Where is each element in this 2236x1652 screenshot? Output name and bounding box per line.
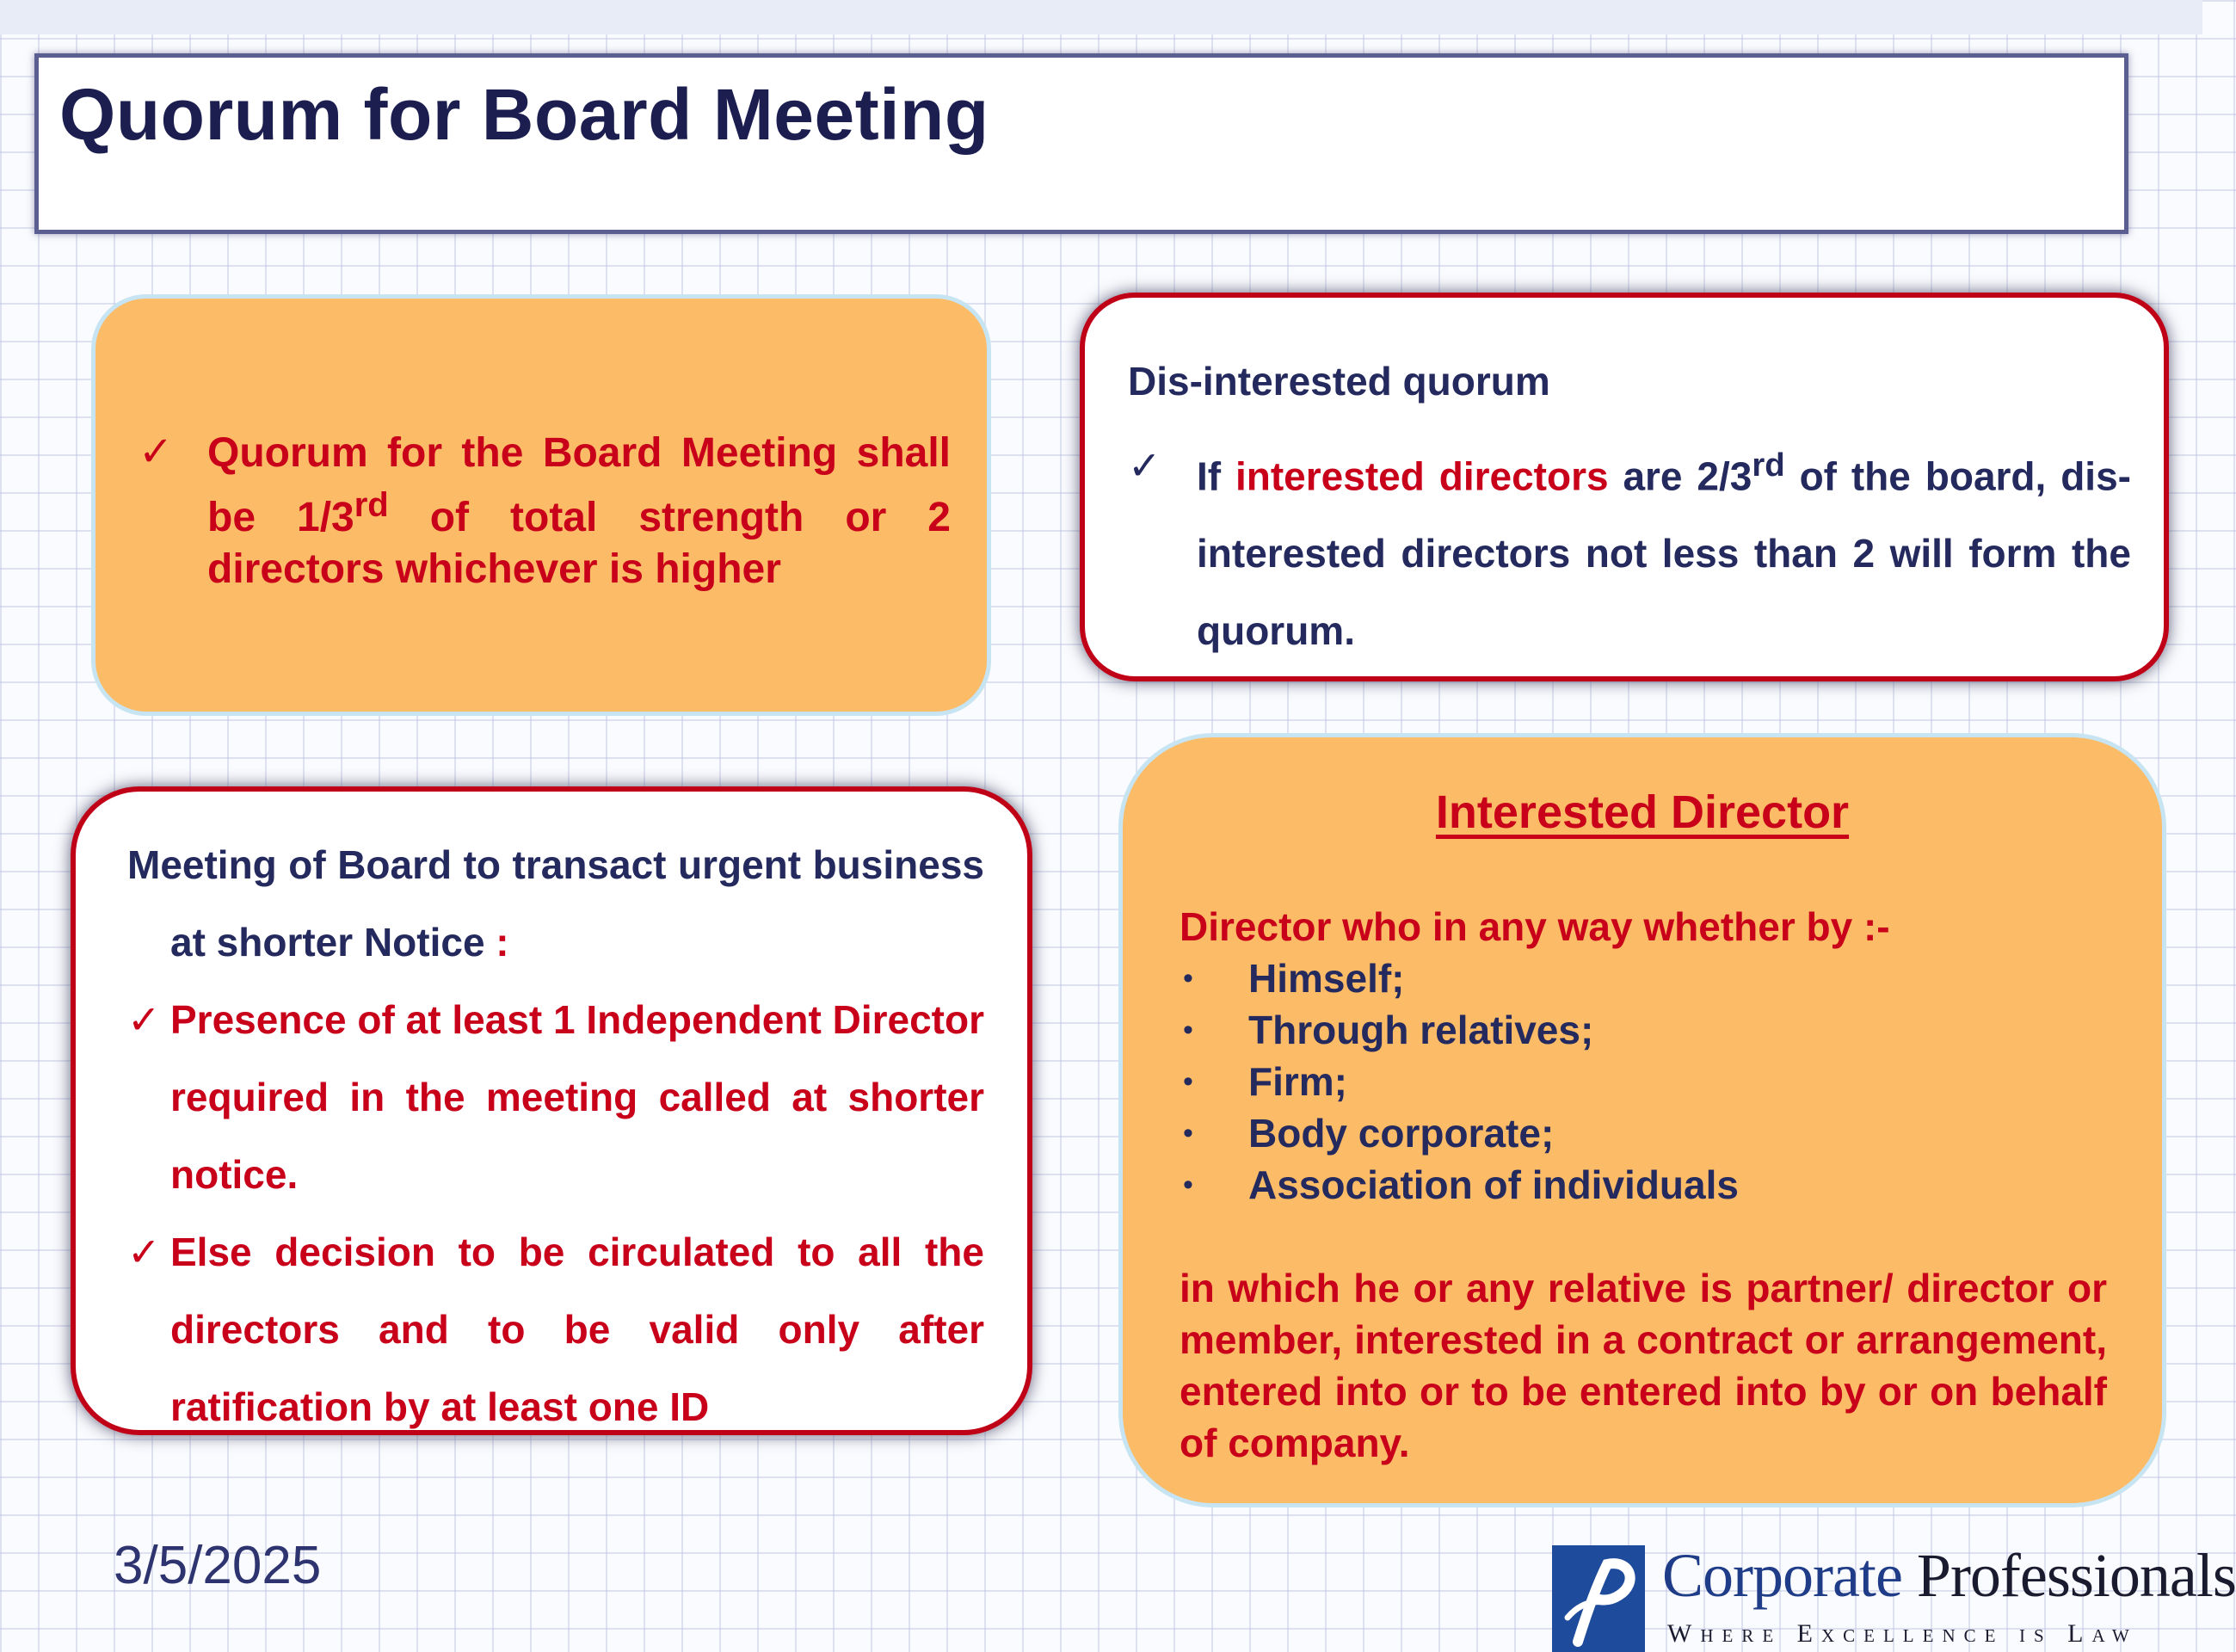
disinterested-text-c: of the board, dis-interested directors not less than 2 will form the quorum. bbox=[1197, 453, 2131, 654]
slide-date: 3/5/2025 bbox=[114, 1536, 322, 1595]
bullet-icon: • bbox=[1183, 1065, 1193, 1098]
disinterested-text-b: are 2/3 bbox=[1608, 453, 1752, 499]
cp-logo-icon bbox=[1552, 1545, 1645, 1652]
urgent-intro bbox=[127, 826, 984, 981]
bullet-icon: • bbox=[1183, 1117, 1193, 1150]
disinterested-quorum-box bbox=[1080, 293, 2169, 681]
urgent-item-2 bbox=[127, 1213, 984, 1446]
logo-name-second: Professionals bbox=[1901, 1541, 2236, 1610]
check-icon: ✓ bbox=[139, 428, 174, 476]
quorum-rule-text-a: Quorum for the Board Meeting shall be 1/3 bbox=[207, 430, 951, 540]
list-item-text: Body corporate; bbox=[1248, 1111, 1555, 1156]
disinterested-sup: rd bbox=[1752, 447, 1785, 484]
urgent-intro-text: Meeting of Board to transact urgent business at shorter Notice bbox=[127, 842, 984, 965]
urgent-item-1-text: Presence of at least 1 Independent Director required in the meeting called at shorter notice. bbox=[170, 997, 984, 1197]
bullet-icon: • bbox=[1183, 1168, 1193, 1201]
interested-director-box bbox=[1118, 733, 2166, 1507]
top-strip bbox=[0, 0, 2202, 34]
interested-directors-highlight: interested directors bbox=[1235, 453, 1609, 499]
list-item-text: Himself; bbox=[1248, 956, 1405, 1001]
interested-director-intro: Director who in any way whether by :- bbox=[1180, 904, 1890, 949]
interested-director-list bbox=[1180, 952, 1739, 1211]
list-item-text: Through relatives; bbox=[1248, 1008, 1594, 1052]
quorum-rule-sup: rd bbox=[354, 486, 389, 524]
urgent-item-1 bbox=[127, 981, 984, 1213]
logo-tagline: Where Excellence is Law bbox=[1667, 1619, 2138, 1648]
list-item-text: Firm; bbox=[1248, 1059, 1347, 1104]
quorum-rule-text-b: of total strength or 2 directors whichever is higher bbox=[207, 495, 952, 592]
list-item bbox=[1180, 1107, 1739, 1159]
slide-title: Quorum for Board Meeting bbox=[59, 74, 989, 155]
list-item bbox=[1180, 1056, 1739, 1107]
urgent-intro-colon: : bbox=[484, 920, 509, 965]
check-icon: ✓ bbox=[127, 1229, 161, 1275]
list-item bbox=[1180, 1159, 1739, 1211]
bullet-icon: • bbox=[1183, 1014, 1193, 1046]
interested-director-closing: in which he or any relative is partner/ director or member, interested in a contract or arrangement, entered into or to be entered into by or on behalf of company. bbox=[1180, 1266, 2107, 1465]
quorum-rule-item bbox=[139, 428, 951, 595]
disinterested-text-a: If bbox=[1197, 453, 1235, 499]
logo-name-first: Corporate bbox=[1662, 1541, 1902, 1610]
check-icon: ✓ bbox=[1128, 442, 1161, 489]
list-item bbox=[1180, 1004, 1739, 1056]
title-box bbox=[34, 53, 2128, 234]
disinterested-heading: Dis-interested quorum bbox=[1128, 359, 1550, 404]
list-item-text: Association of individuals bbox=[1248, 1162, 1739, 1207]
urgent-business-box bbox=[71, 786, 1032, 1435]
interested-director-heading: Interested Director bbox=[1435, 786, 1850, 838]
check-icon: ✓ bbox=[127, 996, 161, 1043]
bullet-icon: • bbox=[1183, 962, 1193, 995]
quorum-rule-box bbox=[91, 294, 991, 716]
company-logo bbox=[1552, 1541, 2236, 1652]
disinterested-item bbox=[1128, 427, 2131, 669]
logo-name bbox=[1662, 1540, 2236, 1612]
list-item bbox=[1180, 952, 1739, 1004]
urgent-item-2-text: Else decision to be circulated to all the directors and to be valid only after ratification by at least one ID bbox=[170, 1230, 984, 1429]
